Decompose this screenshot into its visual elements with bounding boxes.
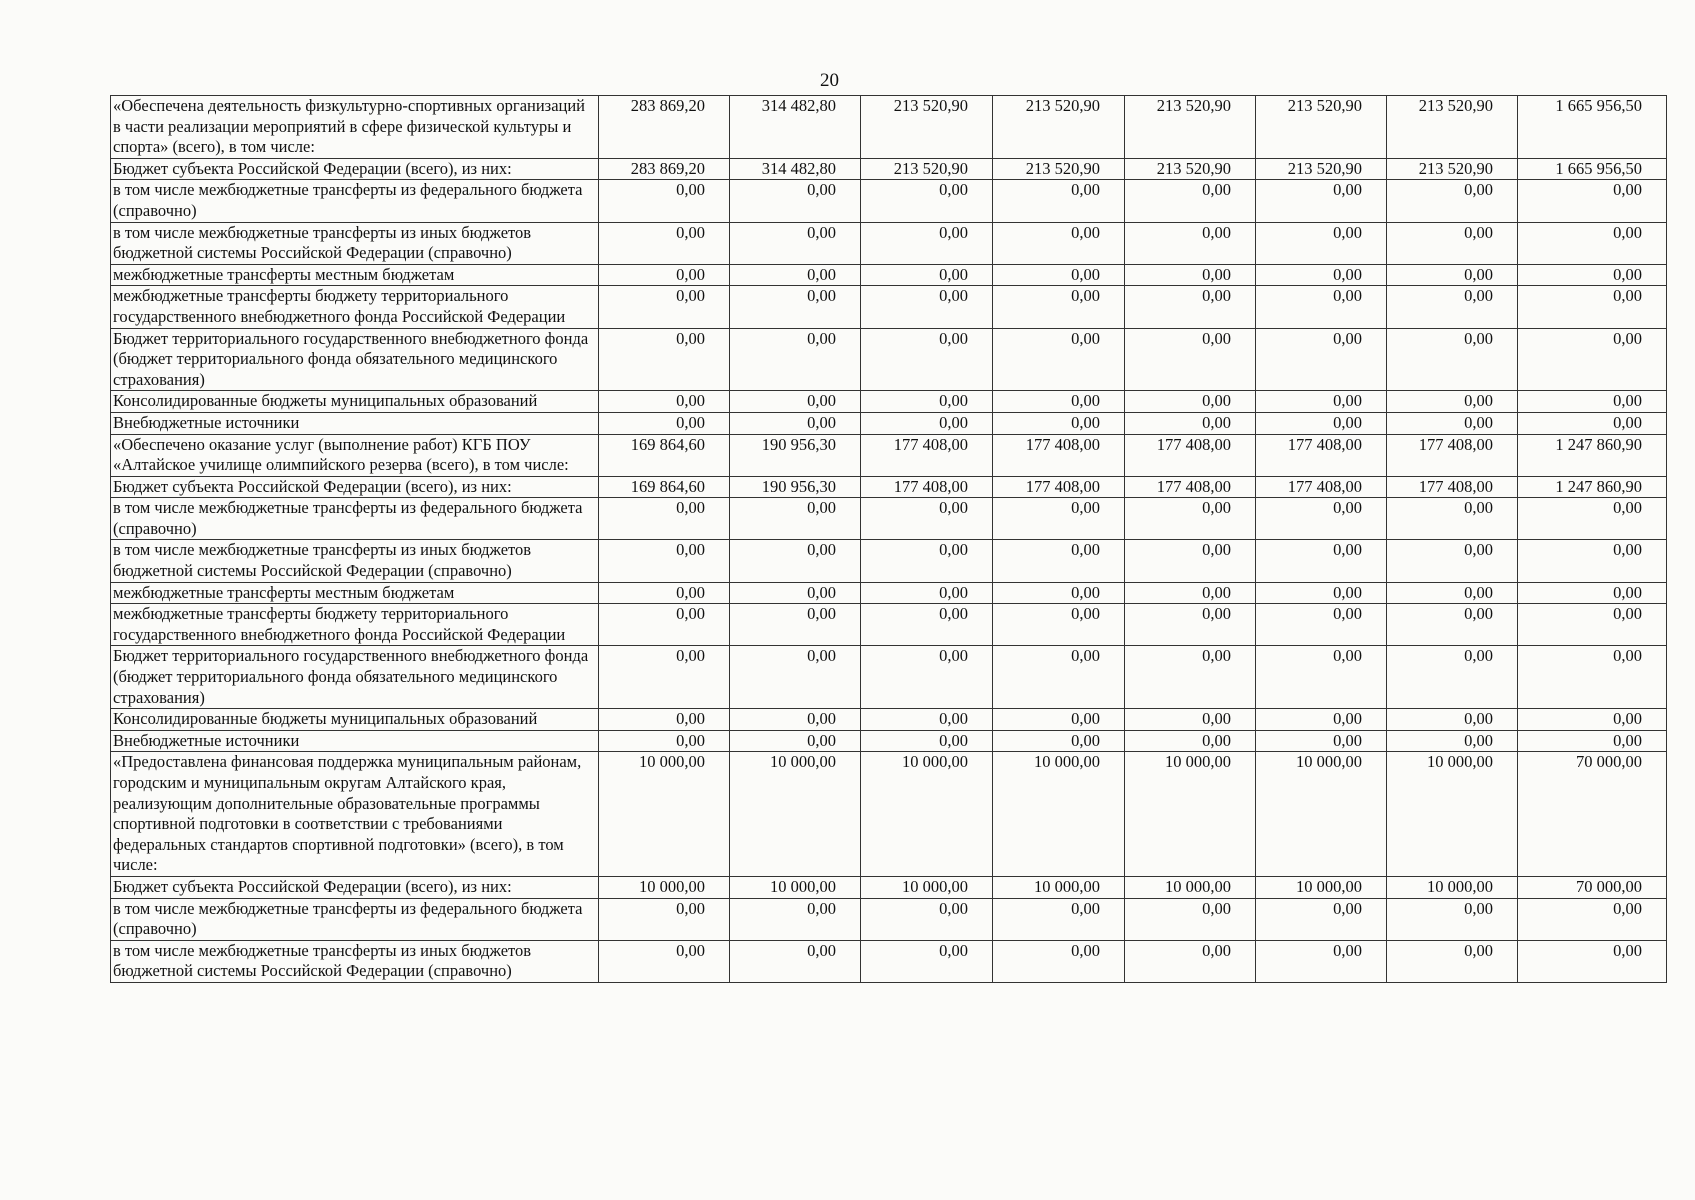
value-cell: 0,00 [1387, 222, 1518, 264]
value-cell: 177 408,00 [861, 476, 993, 498]
value-cell: 0,00 [861, 898, 993, 940]
value-cell: 190 956,30 [730, 434, 861, 476]
table-row [111, 158, 1667, 180]
value-cell: 0,00 [1387, 646, 1518, 709]
value-cell: 0,00 [599, 940, 730, 982]
value-cell: 0,00 [993, 328, 1125, 391]
row-label: «Обеспечено оказание услуг (выполнение работ) КГБ ПОУ «Алтайское училище олимпийского резерва (всего), в том числе: [111, 434, 599, 476]
value-cell: 177 408,00 [1256, 434, 1387, 476]
value-cell: 0,00 [1256, 604, 1387, 646]
value-cell: 1 247 860,90 [1518, 476, 1667, 498]
table-row [111, 940, 1667, 982]
value-cell: 0,00 [1518, 582, 1667, 604]
value-cell: 0,00 [599, 540, 730, 582]
value-cell: 0,00 [730, 498, 861, 540]
value-cell: 0,00 [599, 286, 730, 328]
value-cell: 0,00 [993, 180, 1125, 222]
value-cell: 0,00 [1256, 582, 1387, 604]
value-cell: 0,00 [1125, 498, 1256, 540]
row-label: «Предоставлена финансовая поддержка муниципальным районам, городским и муниципальным округам Алтайского края, реализующим дополнительные образовательные программы спортивной подготовки в соответствии с требованиями федеральных стандартов спортивной подготовки» (всего), в том числе: [111, 752, 599, 877]
value-cell: 0,00 [993, 604, 1125, 646]
value-cell: 177 408,00 [1387, 434, 1518, 476]
table-row [111, 222, 1667, 264]
value-cell: 177 408,00 [993, 434, 1125, 476]
value-cell: 10 000,00 [861, 876, 993, 898]
value-cell: 0,00 [1518, 180, 1667, 222]
value-cell: 0,00 [730, 328, 861, 391]
value-cell: 10 000,00 [993, 876, 1125, 898]
value-cell: 0,00 [599, 898, 730, 940]
value-cell: 0,00 [1256, 498, 1387, 540]
value-cell: 169 864,60 [599, 434, 730, 476]
value-cell: 0,00 [1125, 180, 1256, 222]
value-cell: 0,00 [1518, 498, 1667, 540]
value-cell: 0,00 [1125, 391, 1256, 413]
value-cell: 213 520,90 [993, 96, 1125, 159]
value-cell: 0,00 [599, 222, 730, 264]
value-cell: 0,00 [1387, 709, 1518, 731]
value-cell: 0,00 [1125, 940, 1256, 982]
row-label: Бюджет субъекта Российской Федерации (всего), из них: [111, 476, 599, 498]
row-label: межбюджетные трансферты бюджету территориального государственного внебюджетного фонда Российской Федерации [111, 286, 599, 328]
row-label: в том числе межбюджетные трансферты из иных бюджетов бюджетной системы Российской Федерации (справочно) [111, 940, 599, 982]
value-cell: 190 956,30 [730, 476, 861, 498]
value-cell: 0,00 [730, 412, 861, 434]
row-label: межбюджетные трансферты бюджету территориального государственного внебюджетного фонда Российской Федерации [111, 604, 599, 646]
value-cell: 1 665 956,50 [1518, 96, 1667, 159]
value-cell: 0,00 [599, 180, 730, 222]
value-cell: 10 000,00 [1387, 876, 1518, 898]
value-cell: 0,00 [1518, 709, 1667, 731]
value-cell: 0,00 [993, 898, 1125, 940]
value-cell: 10 000,00 [599, 752, 730, 877]
value-cell: 10 000,00 [1256, 752, 1387, 877]
value-cell: 213 520,90 [1387, 158, 1518, 180]
budget-table [110, 95, 1667, 983]
value-cell: 0,00 [1256, 264, 1387, 286]
value-cell: 177 408,00 [1125, 476, 1256, 498]
value-cell: 0,00 [730, 604, 861, 646]
value-cell: 0,00 [1256, 286, 1387, 328]
row-label: Консолидированные бюджеты муниципальных образований [111, 709, 599, 731]
table-row [111, 646, 1667, 709]
value-cell: 10 000,00 [1125, 752, 1256, 877]
value-cell: 0,00 [730, 286, 861, 328]
value-cell: 0,00 [1387, 498, 1518, 540]
value-cell: 0,00 [993, 264, 1125, 286]
value-cell: 177 408,00 [1387, 476, 1518, 498]
table-row [111, 476, 1667, 498]
value-cell: 0,00 [730, 646, 861, 709]
value-cell: 0,00 [1518, 264, 1667, 286]
value-cell: 0,00 [861, 412, 993, 434]
value-cell: 169 864,60 [599, 476, 730, 498]
value-cell: 10 000,00 [1387, 752, 1518, 877]
value-cell: 213 520,90 [861, 96, 993, 159]
value-cell: 0,00 [1125, 898, 1256, 940]
value-cell: 0,00 [1256, 180, 1387, 222]
value-cell: 0,00 [993, 498, 1125, 540]
value-cell: 0,00 [1125, 646, 1256, 709]
value-cell: 0,00 [861, 222, 993, 264]
value-cell: 0,00 [730, 940, 861, 982]
table-row [111, 286, 1667, 328]
value-cell: 213 520,90 [993, 158, 1125, 180]
value-cell: 0,00 [1256, 898, 1387, 940]
row-label: «Обеспечена деятельность физкультурно-спортивных организаций в части реализации мероприятий в сфере физической культуры и спорта» (всего), в том числе: [111, 96, 599, 159]
table-row [111, 180, 1667, 222]
value-cell: 0,00 [730, 709, 861, 731]
value-cell: 0,00 [730, 730, 861, 752]
table-row [111, 709, 1667, 731]
value-cell: 283 869,20 [599, 158, 730, 180]
value-cell: 0,00 [861, 391, 993, 413]
table-body [111, 96, 1667, 983]
table-row [111, 540, 1667, 582]
value-cell: 0,00 [861, 709, 993, 731]
value-cell: 70 000,00 [1518, 876, 1667, 898]
table-row [111, 96, 1667, 159]
value-cell: 0,00 [1518, 540, 1667, 582]
value-cell: 10 000,00 [1256, 876, 1387, 898]
value-cell: 0,00 [1387, 898, 1518, 940]
value-cell: 10 000,00 [993, 752, 1125, 877]
value-cell: 0,00 [599, 709, 730, 731]
table-row [111, 730, 1667, 752]
value-cell: 0,00 [861, 940, 993, 982]
value-cell: 10 000,00 [730, 752, 861, 877]
value-cell: 0,00 [1256, 940, 1387, 982]
value-cell: 213 520,90 [1125, 96, 1256, 159]
row-label: Внебюджетные источники [111, 730, 599, 752]
value-cell: 0,00 [1125, 286, 1256, 328]
value-cell: 0,00 [861, 286, 993, 328]
row-label: Бюджет территориального государственного внебюджетного фонда (бюджет территориального фонда обязательного медицинского страхования) [111, 646, 599, 709]
value-cell: 0,00 [730, 180, 861, 222]
value-cell: 1 247 860,90 [1518, 434, 1667, 476]
table-row [111, 498, 1667, 540]
row-label: Бюджет субъекта Российской Федерации (всего), из них: [111, 876, 599, 898]
value-cell: 0,00 [1125, 222, 1256, 264]
value-cell: 213 520,90 [1256, 96, 1387, 159]
value-cell: 0,00 [993, 582, 1125, 604]
value-cell: 0,00 [861, 264, 993, 286]
value-cell: 0,00 [1387, 286, 1518, 328]
value-cell: 0,00 [993, 646, 1125, 709]
table-row [111, 582, 1667, 604]
value-cell: 70 000,00 [1518, 752, 1667, 877]
value-cell: 0,00 [1256, 412, 1387, 434]
value-cell: 0,00 [730, 222, 861, 264]
value-cell: 0,00 [993, 540, 1125, 582]
value-cell: 10 000,00 [1125, 876, 1256, 898]
value-cell: 314 482,80 [730, 158, 861, 180]
value-cell: 213 520,90 [1256, 158, 1387, 180]
value-cell: 213 520,90 [861, 158, 993, 180]
row-label: в том числе межбюджетные трансферты из иных бюджетов бюджетной системы Российской Федерации (справочно) [111, 222, 599, 264]
row-label: в том числе межбюджетные трансферты из иных бюджетов бюджетной системы Российской Федерации (справочно) [111, 540, 599, 582]
value-cell: 0,00 [1518, 604, 1667, 646]
value-cell: 0,00 [1518, 940, 1667, 982]
value-cell: 0,00 [1256, 328, 1387, 391]
table-row [111, 328, 1667, 391]
value-cell: 0,00 [1518, 730, 1667, 752]
value-cell: 283 869,20 [599, 96, 730, 159]
value-cell: 0,00 [861, 540, 993, 582]
value-cell: 0,00 [599, 646, 730, 709]
value-cell: 0,00 [599, 412, 730, 434]
value-cell: 0,00 [1387, 582, 1518, 604]
value-cell: 0,00 [1387, 264, 1518, 286]
value-cell: 0,00 [730, 582, 861, 604]
value-cell: 0,00 [861, 604, 993, 646]
value-cell: 177 408,00 [861, 434, 993, 476]
value-cell: 0,00 [1125, 264, 1256, 286]
row-label: в том числе межбюджетные трансферты из федерального бюджета (справочно) [111, 498, 599, 540]
value-cell: 0,00 [1387, 540, 1518, 582]
row-label: межбюджетные трансферты местным бюджетам [111, 582, 599, 604]
value-cell: 0,00 [730, 898, 861, 940]
value-cell: 0,00 [599, 391, 730, 413]
row-label: межбюджетные трансферты местным бюджетам [111, 264, 599, 286]
value-cell: 0,00 [1125, 730, 1256, 752]
value-cell: 0,00 [599, 498, 730, 540]
value-cell: 0,00 [1125, 582, 1256, 604]
value-cell: 0,00 [1387, 940, 1518, 982]
table-row [111, 876, 1667, 898]
table-row [111, 752, 1667, 877]
value-cell: 0,00 [1256, 391, 1387, 413]
value-cell: 0,00 [1518, 328, 1667, 391]
value-cell: 0,00 [1256, 540, 1387, 582]
value-cell: 0,00 [1256, 709, 1387, 731]
value-cell: 0,00 [861, 646, 993, 709]
value-cell: 0,00 [1125, 328, 1256, 391]
value-cell: 0,00 [1387, 730, 1518, 752]
value-cell: 0,00 [861, 180, 993, 222]
value-cell: 177 408,00 [1125, 434, 1256, 476]
value-cell: 0,00 [730, 264, 861, 286]
value-cell: 0,00 [861, 498, 993, 540]
value-cell: 0,00 [1387, 412, 1518, 434]
value-cell: 314 482,80 [730, 96, 861, 159]
row-label: в том числе межбюджетные трансферты из федерального бюджета (справочно) [111, 898, 599, 940]
value-cell: 0,00 [1256, 730, 1387, 752]
value-cell: 0,00 [1125, 540, 1256, 582]
value-cell: 0,00 [599, 604, 730, 646]
value-cell: 0,00 [1518, 412, 1667, 434]
value-cell: 0,00 [993, 730, 1125, 752]
value-cell: 0,00 [1387, 391, 1518, 413]
value-cell: 0,00 [861, 730, 993, 752]
value-cell: 0,00 [1387, 604, 1518, 646]
table-row [111, 898, 1667, 940]
value-cell: 0,00 [1256, 646, 1387, 709]
value-cell: 0,00 [1518, 222, 1667, 264]
row-label: в том числе межбюджетные трансферты из федерального бюджета (справочно) [111, 180, 599, 222]
value-cell: 0,00 [993, 412, 1125, 434]
value-cell: 0,00 [599, 264, 730, 286]
value-cell: 0,00 [861, 582, 993, 604]
value-cell: 0,00 [1256, 222, 1387, 264]
page-number: 20 [820, 70, 839, 91]
table-row [111, 434, 1667, 476]
value-cell: 0,00 [1125, 412, 1256, 434]
value-cell: 0,00 [861, 328, 993, 391]
table-row [111, 264, 1667, 286]
row-label: Бюджет территориального государственного внебюджетного фонда (бюджет территориального фонда обязательного медицинского страхования) [111, 328, 599, 391]
value-cell: 177 408,00 [993, 476, 1125, 498]
value-cell: 10 000,00 [599, 876, 730, 898]
value-cell: 10 000,00 [861, 752, 993, 877]
value-cell: 0,00 [1125, 709, 1256, 731]
table-row [111, 604, 1667, 646]
value-cell: 0,00 [993, 222, 1125, 264]
value-cell: 213 520,90 [1125, 158, 1256, 180]
value-cell: 0,00 [1518, 898, 1667, 940]
value-cell: 0,00 [599, 328, 730, 391]
table-row [111, 391, 1667, 413]
value-cell: 0,00 [993, 391, 1125, 413]
value-cell: 10 000,00 [730, 876, 861, 898]
value-cell: 0,00 [1387, 328, 1518, 391]
value-cell: 0,00 [1518, 391, 1667, 413]
value-cell: 213 520,90 [1387, 96, 1518, 159]
value-cell: 0,00 [599, 730, 730, 752]
value-cell: 0,00 [1518, 646, 1667, 709]
value-cell: 0,00 [599, 582, 730, 604]
value-cell: 0,00 [1518, 286, 1667, 328]
row-label: Внебюджетные источники [111, 412, 599, 434]
value-cell: 0,00 [993, 286, 1125, 328]
value-cell: 0,00 [730, 540, 861, 582]
value-cell: 0,00 [1125, 604, 1256, 646]
table-row [111, 412, 1667, 434]
value-cell: 0,00 [993, 940, 1125, 982]
value-cell: 1 665 956,50 [1518, 158, 1667, 180]
value-cell: 0,00 [730, 391, 861, 413]
value-cell: 177 408,00 [1256, 476, 1387, 498]
value-cell: 0,00 [993, 709, 1125, 731]
value-cell: 0,00 [1387, 180, 1518, 222]
row-label: Консолидированные бюджеты муниципальных образований [111, 391, 599, 413]
row-label: Бюджет субъекта Российской Федерации (всего), из них: [111, 158, 599, 180]
